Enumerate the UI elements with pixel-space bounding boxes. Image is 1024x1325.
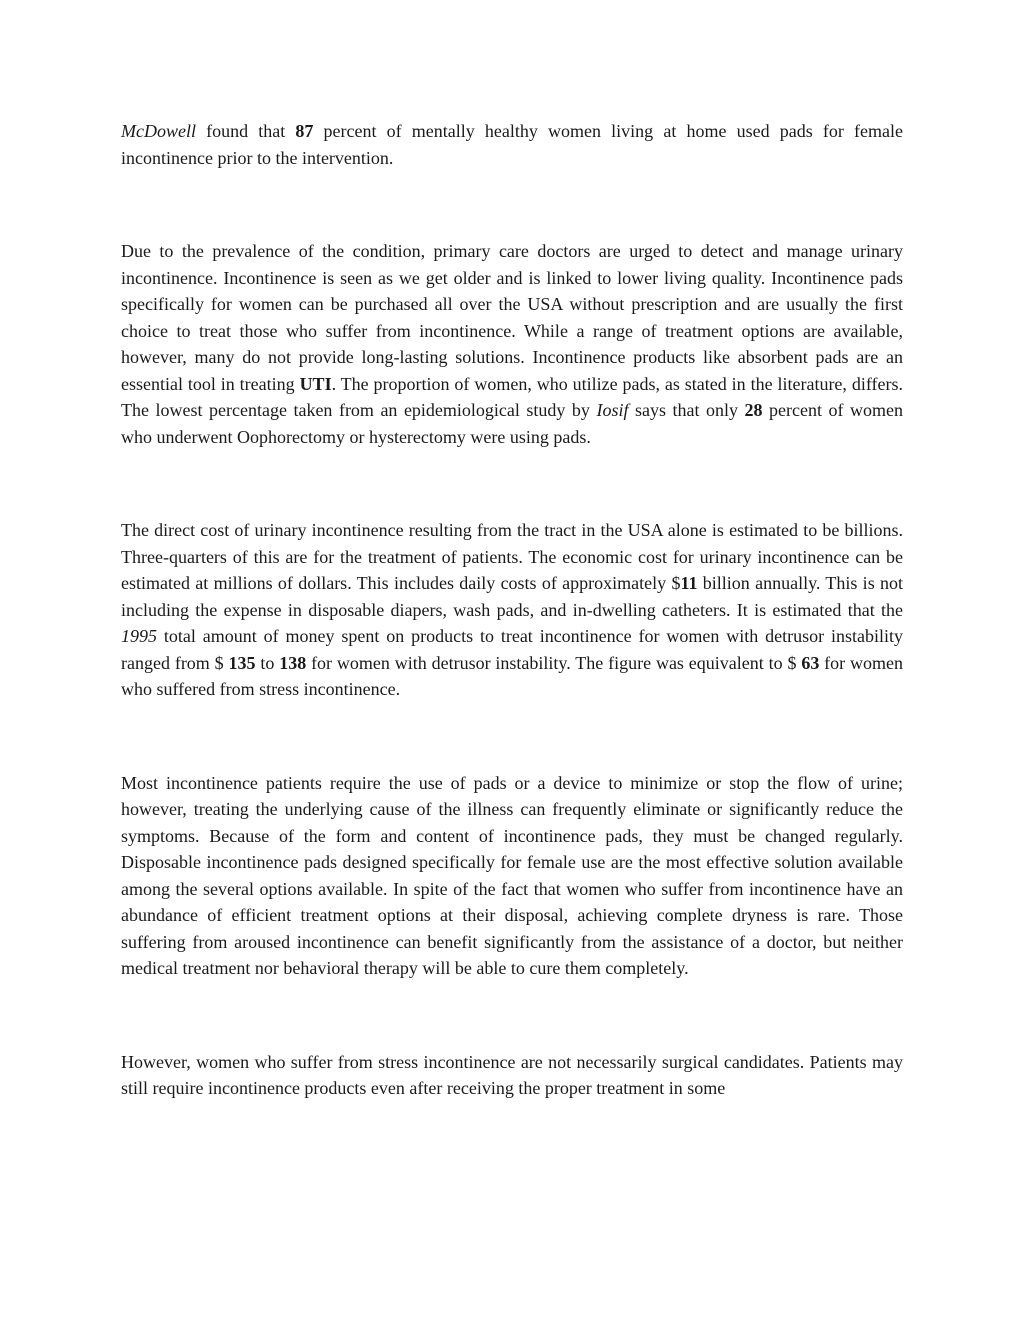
text-segment: Most incontinence patients require the use of pads or a device to minimize or stop the flow of urine; however, treating the underlying cause of the illness can frequently eliminate or significantly reduce the symptoms. Because of the form and content of incontinence pads, they must be changed regularly. Disposable incontinence pads designed specifically for female use are the most effective solution available among the several options available. In spite of the fact that women who suffer from incontinence have an abundance of efficient treatment options at their disposal, achieving complete dryness is rare. Those suffering from aroused incontinence can benefit significantly from the assistance of a doctor, but neither medical treatment nor behavioral therapy will be able to cure them completely. [121, 772, 903, 978]
paragraph-stress-incontinence [121, 1049, 903, 1102]
text-segment: found that [195, 121, 296, 141]
percent-value-28: 28 [744, 400, 763, 420]
paragraph-prevalence [121, 238, 903, 450]
text-segment: total amount of money spent on products to treat incontinence for women with detrusor instability ranged from $ [121, 626, 903, 673]
text-segment: percent of mentally healthy women living at home used pads for female incontinence prior to the intervention. [121, 121, 903, 168]
cost-value-138: 138 [279, 652, 307, 673]
text-segment: Due to the prevalence of the condition, primary care doctors are urged to detect and manage urinary incontinence. Incontinence is seen as we get older and is linked to lower living quality. Incontinence pads specifically for women can be purchased all over the USA without prescription and are usually the first choice to treat those who suffer from incontinence. While a range of treatment options are available, however, many do not provide long-lasting solutions. Incontinence products like absorbent pads are an essential tool in treating [121, 241, 903, 394]
document-body [121, 118, 903, 1102]
author-name-iosif: Iosif [596, 400, 629, 420]
text-segment: for women who suffered from stress incontinence. [121, 652, 903, 699]
text-segment: says that only [628, 400, 745, 420]
paragraph-direct-cost [121, 517, 903, 703]
cost-value-135: 135 [228, 652, 256, 673]
text-segment: . The proportion of women, who utilize pads, as stated in the literature, differs. The lowest percentage taken from an epidemiological study by [121, 373, 903, 420]
cost-value-63: 63 [801, 652, 820, 673]
text-segment: for women with detrusor instability. The figure was equivalent to $ [306, 652, 802, 673]
year-1995: 1995 [121, 626, 157, 646]
author-name-mcdowell: McDowell [121, 121, 196, 141]
percent-value-87: 87 [295, 121, 314, 141]
paragraph-treatment [121, 770, 903, 982]
cost-value-11: 11 [680, 573, 698, 593]
text-segment: The direct cost of urinary incontinence resulting from the tract in the USA alone is estimated to be billions. Three-quarters of this are for the treatment of patients. The economic cost for urinary incontinence can be estimated at millions of dollars. This includes daily costs of approximately $ [121, 520, 903, 593]
term-uti: UTI [299, 373, 332, 394]
text-segment: percent of women who underwent Oophorectomy or hysterectomy were using pads. [121, 400, 903, 447]
text-segment: to [255, 652, 280, 673]
paragraph-mcdowell-pad-usage [121, 118, 903, 171]
text-segment: However, women who suffer from stress incontinence are not necessarily surgical candidates. Patients may still require incontinence products even after receiving the proper treatment in some [121, 1051, 903, 1098]
text-segment: billion annually. This is not including the expense in disposable diapers, wash pads, and in-dwelling catheters. It is estimated that the [121, 573, 903, 620]
